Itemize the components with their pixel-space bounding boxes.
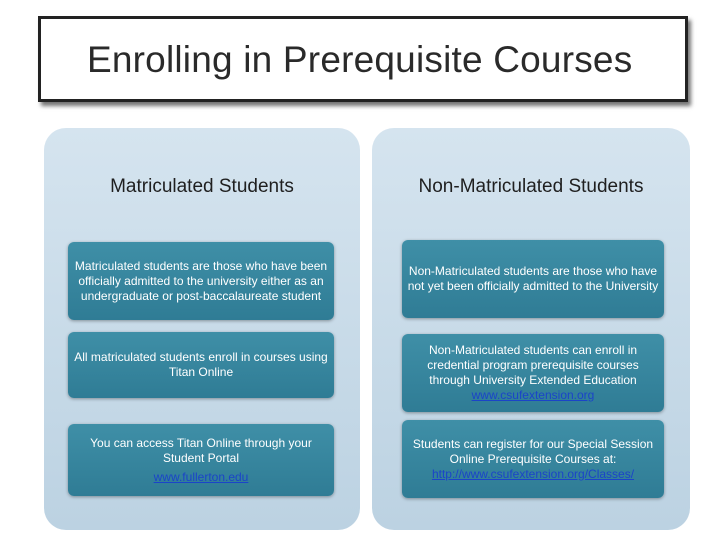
slide-title: Enrolling in Prerequisite Courses (87, 39, 633, 80)
matriculated-panel (44, 128, 360, 530)
card-text: Non-Matriculated students can enroll in credential program prerequisite courses through University Extended Education (427, 343, 639, 387)
extended-education-card (402, 334, 664, 412)
matriculated-heading: Matriculated Students (110, 176, 294, 197)
card-text: Non-Matriculated students are those who have not yet been officially admitted to the University (407, 264, 659, 293)
card-text: Students can register for our Special Session Online Prerequisite Courses at: (412, 436, 654, 466)
card-text: Matriculated students are those who have been officially admitted to the university either as an undergraduate or post-baccalaureate student (74, 258, 328, 303)
non-matriculated-panel (372, 128, 690, 530)
card-text: All matriculated students enroll in courses using Titan Online (74, 350, 328, 379)
title-box (38, 16, 688, 102)
csufextension-link[interactable]: www.csufextension.org (471, 388, 595, 402)
non-matriculated-heading: Non-Matriculated Students (418, 176, 644, 197)
special-session-card (402, 420, 664, 498)
fullerton-link[interactable]: www.fullerton.edu (153, 469, 249, 484)
card-text: You can access Titan Online through your Student Portal (90, 435, 312, 465)
non-matriculated-definition-card (402, 240, 664, 318)
classes-link[interactable]: http://www.csufextension.org/Classes/ (431, 466, 635, 481)
titan-online-card (68, 332, 334, 398)
matriculated-definition-card (68, 242, 334, 320)
student-portal-card (68, 424, 334, 496)
